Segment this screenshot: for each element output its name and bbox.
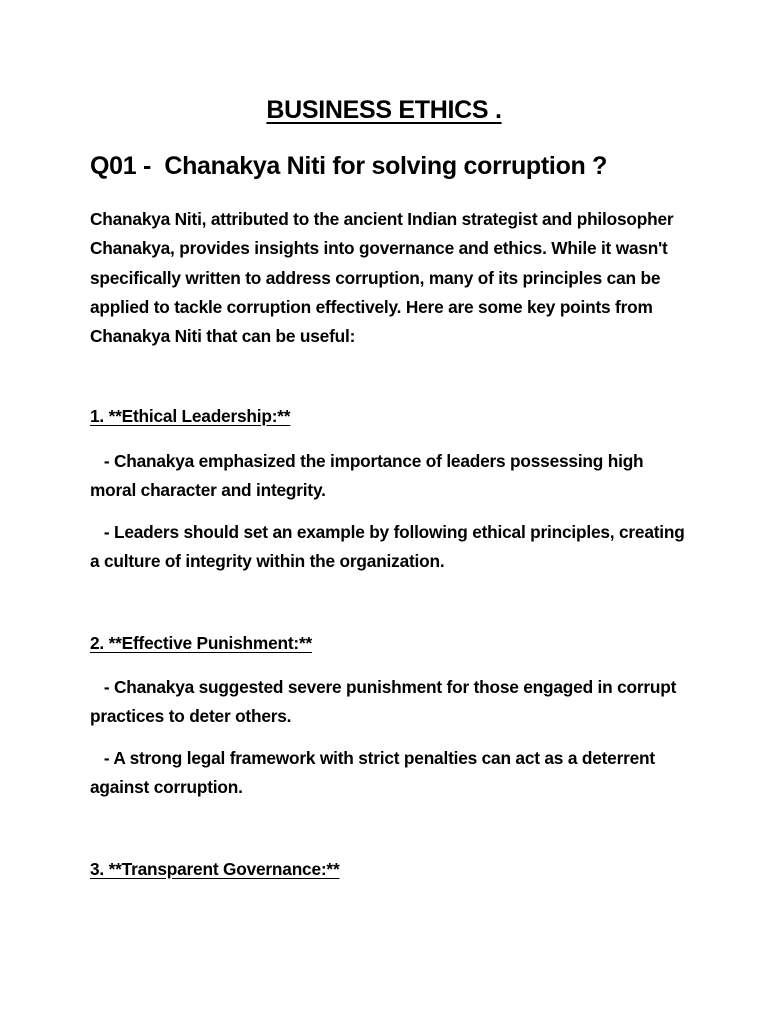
section-point: - Chanakya suggested severe punishment for those engaged in corrupt practices to deter others.: [90, 677, 681, 727]
section-point: - A strong legal framework with strict penalties can act as a deterrent against corruption.: [90, 748, 660, 798]
section-heading-ethical-leadership: 1. **Ethical Leadership:**: [90, 406, 291, 426]
question-heading: Q01 - Chanakya Niti for solving corruption ?: [90, 152, 608, 180]
intro-paragraph: Chanakya Niti, attributed to the ancient Indian strategist and philosopher Chanakya, provides insights into governance and ethics. While it wasn't specifically written to address corruption, many of its principles can be applied to tackle corruption effectively. Here are some key points from Chanakya Niti that can be useful:: [90, 209, 674, 347]
section-heading-effective-punishment: 2. **Effective Punishment:**: [90, 633, 313, 653]
section-point: - Chanakya emphasized the importance of leaders possessing high moral character and integrity.: [90, 451, 649, 501]
section-heading-transparent-governance: 3. **Transparent Governance:**: [90, 859, 340, 879]
document-title: BUSINESS ETHICS .: [266, 96, 502, 124]
section-point: - Leaders should set an example by following ethical principles, creating a culture of integrity within the organization.: [90, 522, 690, 572]
